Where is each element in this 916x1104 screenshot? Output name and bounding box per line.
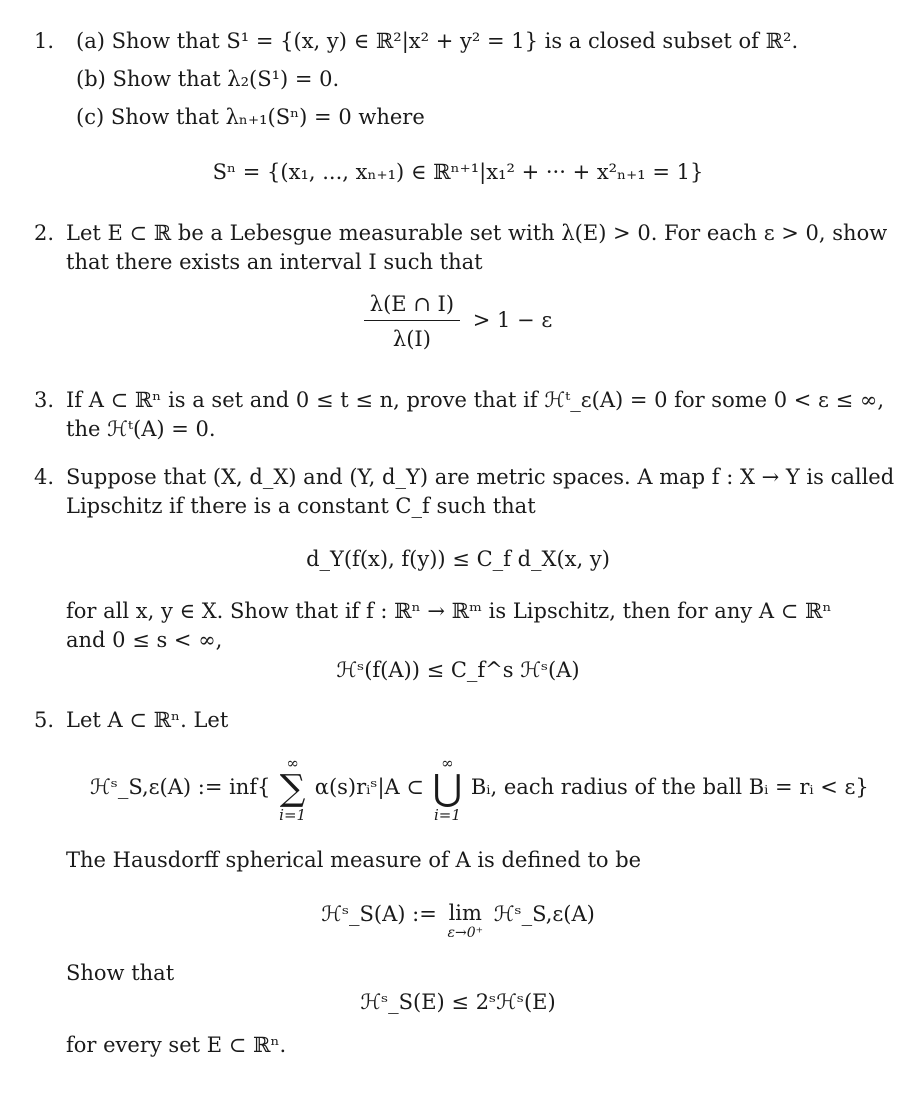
problem-3-line-1: If A ⊂ ℝⁿ is a set and 0 ≤ t ≤ n, prove that if ℋᵗ_ε(A) = 0 for some 0 < ε ≤ ∞, xyxy=(66,388,885,412)
problem-5-line-3: Show that xyxy=(66,961,175,985)
sum-upper-limit: ∞ xyxy=(286,753,299,772)
problem-5-line-4: for every set E ⊂ ℝⁿ. xyxy=(66,1033,287,1057)
definition-middle: α(s)rᵢˢ|A ⊂ xyxy=(314,775,424,799)
lipschitz-condition: d_Y(f(x), f(y)) ≤ C_f d_X(x, y) xyxy=(306,547,610,571)
problem-4-line-1: Suppose that (X, d_X) and (Y, d_Y) are metric spaces. A map f : X → Y is called xyxy=(66,465,895,489)
definition-rhs: Bᵢ, each radius of the ball Bᵢ = rᵢ < ε} xyxy=(470,775,869,799)
union xyxy=(433,755,463,823)
union-lower-limit: i=1 xyxy=(433,805,461,824)
limit-word: lim xyxy=(448,901,482,925)
problem-2-number: 2. xyxy=(34,221,55,245)
ratio-denominator: λ(I) xyxy=(392,327,431,351)
limit-subscript: ε→0⁺ xyxy=(447,925,484,941)
problem-5-line-1: Let A ⊂ ℝⁿ. Let xyxy=(66,708,229,732)
problem-5-number: 5. xyxy=(34,708,55,732)
problem-1a-text: (a) Show that S¹ = {(x, y) ∈ ℝ²|x² + y² = 1} is a closed subset of ℝ². xyxy=(76,29,799,53)
ratio-rhs: > 1 − ε xyxy=(472,308,553,332)
problem-1-number: 1. xyxy=(34,29,55,53)
union-upper-limit: ∞ xyxy=(441,753,454,772)
problem-2-line-1: Let E ⊂ ℝ be a Lebesgue measurable set with λ(E) > 0. For each ε > 0, show xyxy=(66,221,888,245)
problem-2-ratio-inequality xyxy=(0,290,916,353)
spherical-measure-definition xyxy=(90,752,869,823)
spherical-hausdorff-inequality: ℋˢ_S(E) ≤ 2ˢℋˢ(E) xyxy=(360,990,556,1014)
problem-5-line-2: The Hausdorff spherical measure of A is defined to be xyxy=(66,848,642,872)
limit-rhs: ℋˢ_S,ε(A) xyxy=(493,902,595,926)
sum-lower-limit: i=1 xyxy=(279,805,307,824)
problem-2-line-2: that there exists an interval I such that xyxy=(66,250,483,274)
limit-operator xyxy=(448,900,484,940)
hausdorff-lipschitz-bound: ℋˢ(f(A)) ≤ C_f^s ℋˢ(A) xyxy=(336,658,580,682)
problem-3-number: 3. xyxy=(34,388,55,412)
spherical-measure-limit xyxy=(0,900,916,940)
ratio-numerator: λ(E ∩ I) xyxy=(364,290,460,321)
ratio-fraction xyxy=(364,290,460,353)
problem-4-line-2: Lipschitz if there is a constant C_f such that xyxy=(66,494,536,518)
definition-lhs: ℋˢ_S,ε(A) := inf{ xyxy=(90,775,271,799)
sum-symbol: ∑ xyxy=(279,767,306,809)
limit-lhs: ℋˢ_S(A) := xyxy=(321,902,437,926)
problem-3-line-2: the ℋᵗ(A) = 0. xyxy=(66,417,216,441)
problem-4-line-3: for all x, y ∈ X. Show that if f : ℝⁿ → ℝᵐ is Lipschitz, then for any A ⊂ ℝⁿ xyxy=(66,599,832,623)
problem-1b-text: (b) Show that λ₂(S¹) = 0. xyxy=(76,67,340,91)
problem-4-number: 4. xyxy=(34,465,55,489)
problem-1c-text: (c) Show that λₙ₊₁(Sⁿ) = 0 where xyxy=(76,105,425,129)
summation xyxy=(279,755,306,823)
problem-1-sphere-equation: Sⁿ = {(x₁, ..., xₙ₊₁) ∈ ℝⁿ⁺¹|x₁² + ··· + x²ₙ₊₁ = 1} xyxy=(212,160,704,184)
problem-4-line-4: and 0 ≤ s < ∞, xyxy=(66,628,223,652)
union-symbol: ⋃ xyxy=(432,767,463,809)
